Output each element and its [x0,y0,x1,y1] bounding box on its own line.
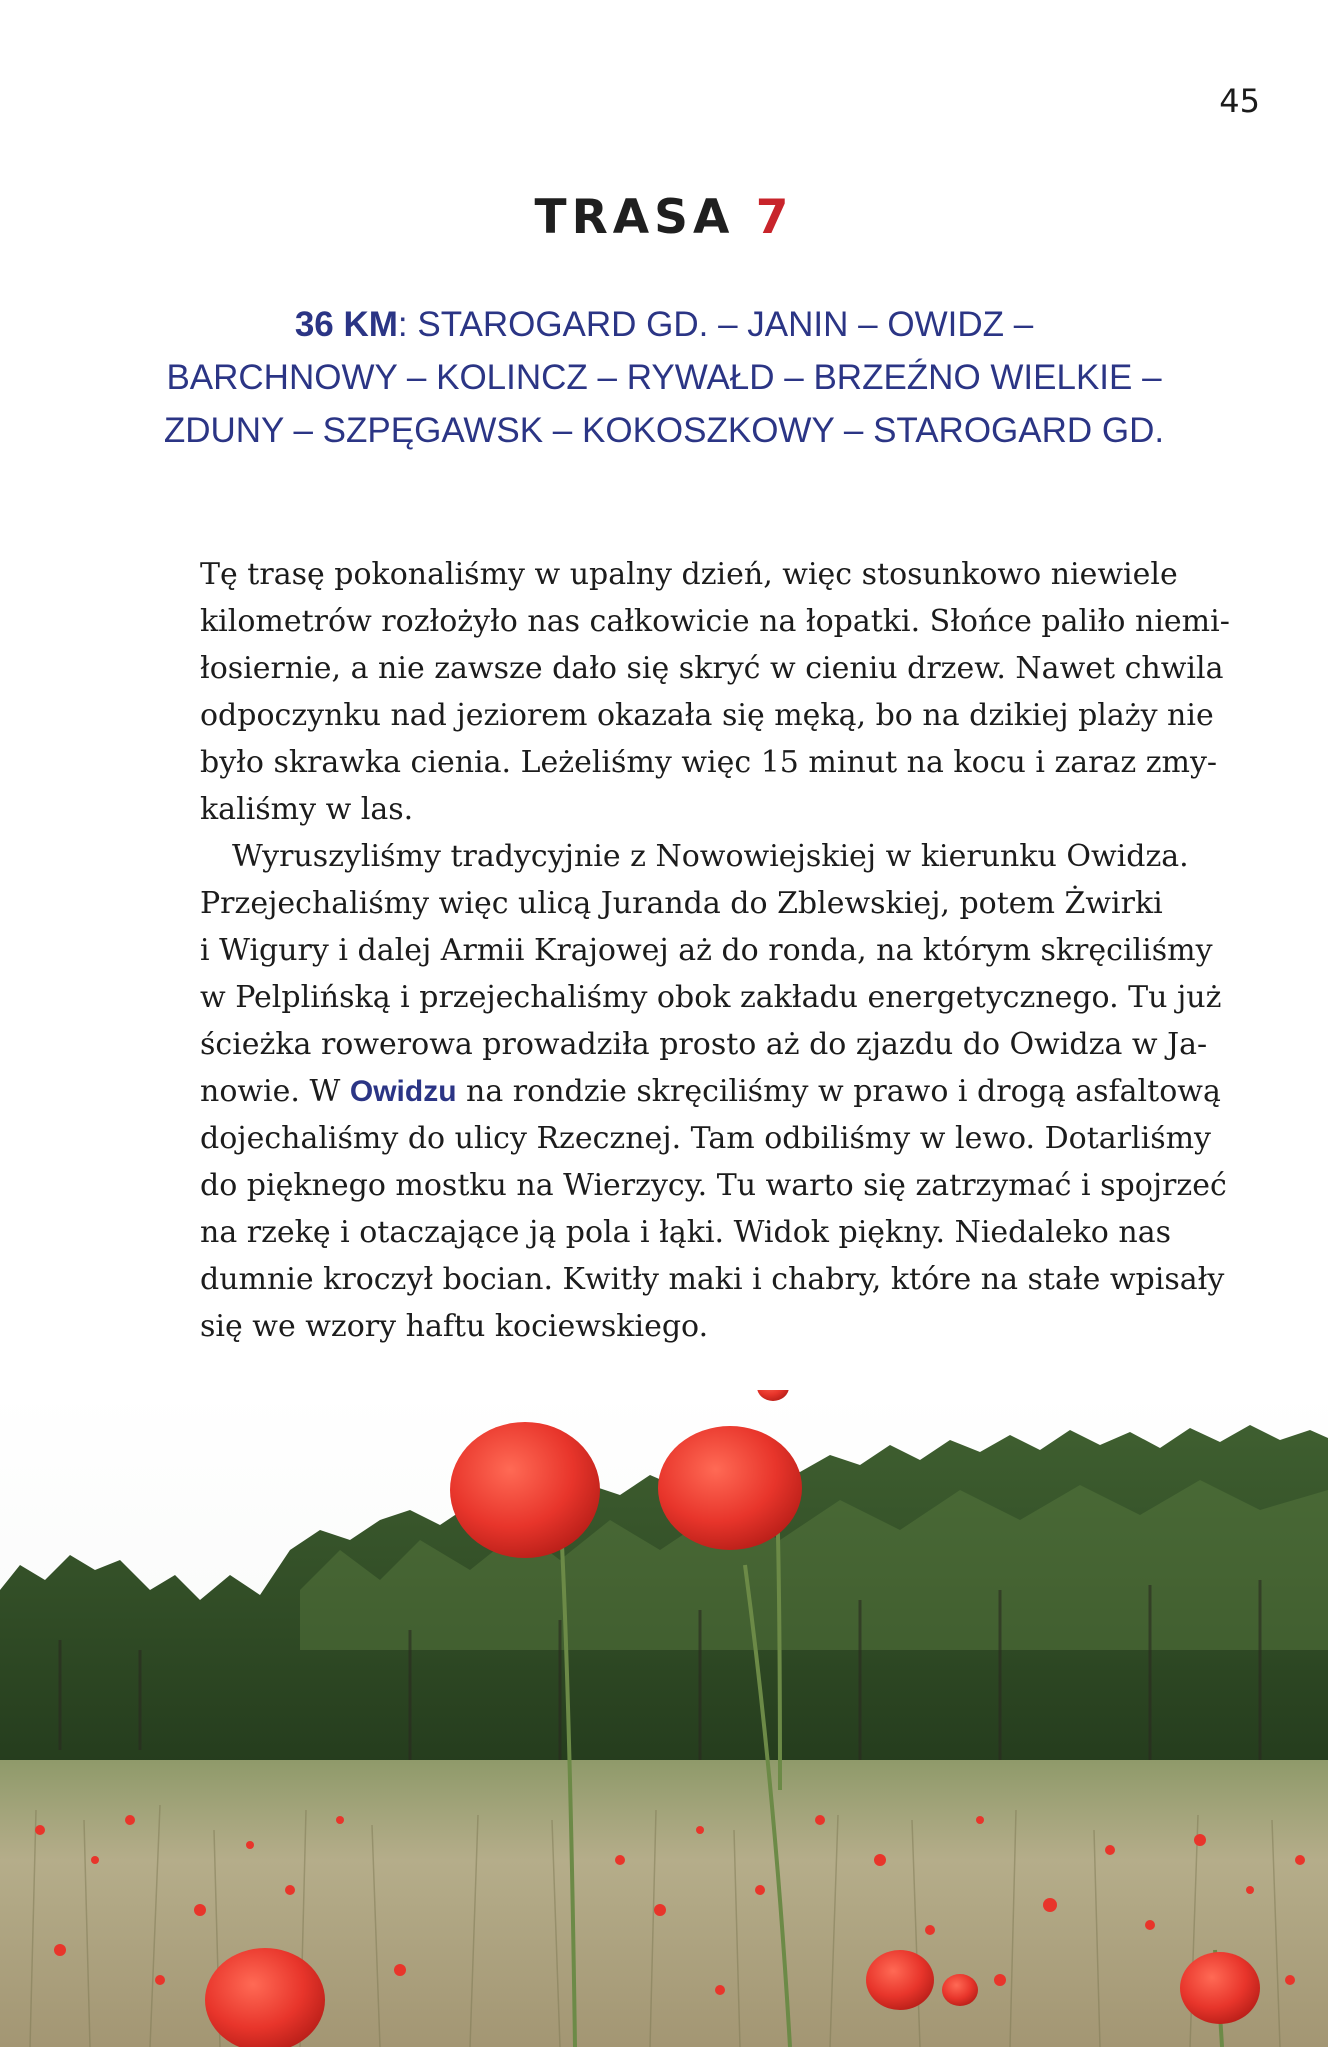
text-before-place: nowie. W [200,1074,350,1109]
place-highlight-owidz: Owidzu [349,1075,457,1108]
paragraph-1-line: łosiernie, a nie zawsze dało się skryć w cieniu drzew. Nawet chwila [200,651,1224,686]
paragraph-2-line: Przejechaliśmy więc ulicą Juranda do Zblewskiej, potem Żwirki [200,886,1163,921]
article-body [200,551,1230,1350]
page-number: 45 [1219,82,1260,120]
paragraph-2-line: Wyruszyliśmy tradycyjnie z Nowowiejskiej w kierunku Owidza. [232,839,1189,874]
route-line-1 [150,298,1178,351]
paragraph-1-line: kilometrów rozłożyło nas całkowicie na łopatki. Słońce paliło niemi- [200,604,1230,639]
page-title [0,188,1328,248]
text-after-place: na rondzie skręciliśmy w prawo i drogą asfaltową [456,1074,1221,1109]
paragraph-1-line: Tę trasę pokonaliśmy w upalny dzień, więc stosunkowo niewiele [200,557,1178,592]
paragraph-2-line: się we wzory haftu kociewskiego. [200,1309,709,1344]
route-line-2: BARCHNOWY – KOLINCZ – RYWAŁD – BRZEŹNO WIELKIE – [166,358,1162,397]
paragraph-2-line: do pięknego mostku na Wierzycy. Tu warto się zatrzymać i spojrzeć [200,1168,1227,1203]
paragraph-1-line: było skrawka cienia. Leżeliśmy więc 15 minut na kocu i zaraz zmy- [200,745,1218,780]
paragraph-2-line: na rzekę i otaczające ją pola i łąki. Widok piękny. Niedaleko nas [200,1215,1172,1250]
paragraph-2-line-with-place [200,1068,1221,1115]
paragraph-2-line: ścieżka rowerowa prowadziła prosto aż do zjazdu do Owidza w Ja- [200,1027,1208,1062]
paragraph-1-line: kaliśmy w las. [200,792,414,827]
paragraph-2-line: dumnie kroczył bocian. Kwitły maki i chabry, które na stałe wpisały [200,1262,1225,1297]
route-distance: 36 KM [294,305,398,344]
route-heading [150,298,1178,457]
meadow-ground [0,1760,1328,2047]
title-label: TRASA [534,190,756,245]
poppy-meadow-photo [0,1390,1328,2047]
title-number: 7 [755,190,794,245]
route-line-3: ZDUNY – SZPĘGAWSK – KOKOSZKOWY – STAROGARD GD. [163,411,1165,450]
paragraph-1-line: odpoczynku nad jeziorem okazała się męką, bo na dzikiej plaży nie [200,698,1214,733]
paragraph-2-line: w Pelplińską i przejechaliśmy obok zakładu energetycznego. Tu już [200,980,1222,1015]
route-line-1-rest: : STAROGARD GD. – JANIN – OWIDZ – [397,305,1034,344]
paragraph-2-line: dojechaliśmy do ulicy Rzecznej. Tam odbiliśmy w lewo. Dotarliśmy [200,1121,1212,1156]
paragraph-2-line: i Wigury i dalej Armii Krajowej aż do ronda, na którym skręciliśmy [200,933,1213,968]
